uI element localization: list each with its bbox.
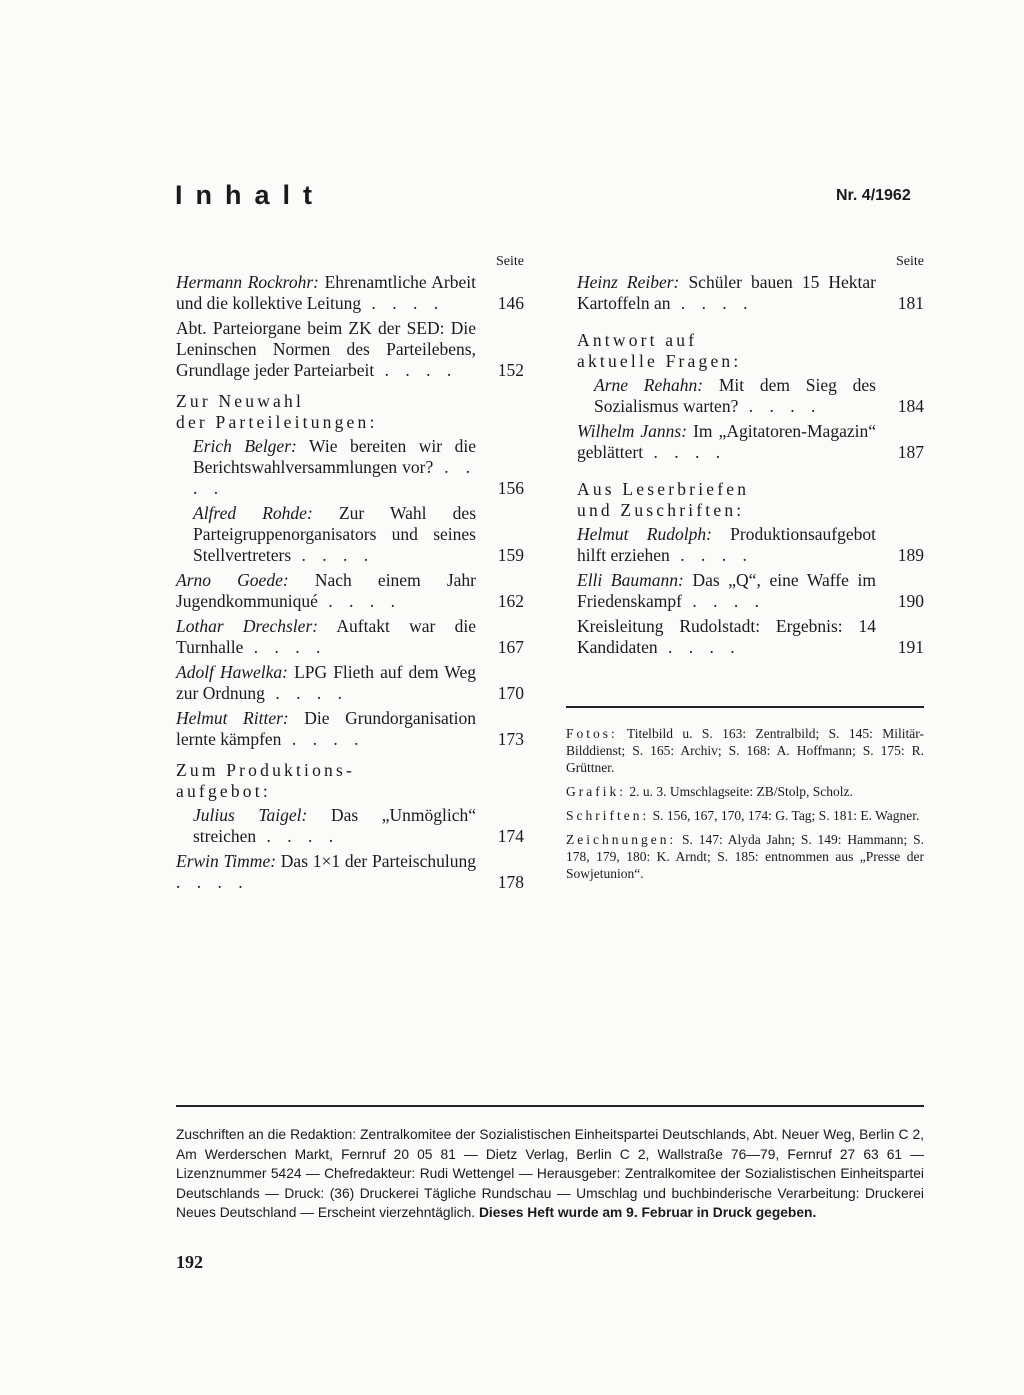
toc-entry-title: Die Grundorganisation lernte kämpfen — [176, 708, 477, 749]
toc-entry-page: 174 — [497, 826, 524, 846]
toc-entry — [193, 805, 524, 847]
toc-entry-title: Kreisleitung Rudolstadt: Ergebnis: 14 Kandidaten — [577, 616, 876, 657]
toc-entry-title: Produktionsaufgebot hilft erziehen — [577, 524, 876, 565]
toc-entry-author: Lothar Drechsler: — [176, 616, 319, 636]
leader-dots: . . . . — [669, 545, 753, 565]
toc-entry — [176, 616, 524, 658]
toc-entry-title: LPG Flieth auf dem Weg zur Ordnung — [176, 662, 476, 703]
section-heading: Zur Neuwahl der Parteileitungen: — [176, 391, 378, 432]
toc-entry-title: Ehrenamtliche Arbeit und die kollektive Leitung — [176, 272, 476, 313]
credit-label: Schriften: — [566, 808, 650, 823]
section-heading: Aus Leserbriefen und Zuschriften: — [577, 479, 750, 520]
toc-entry-author: Elli Baumann: — [577, 570, 684, 590]
toc-entry-page: 170 — [497, 683, 524, 703]
toc-entry — [176, 662, 524, 704]
toc-entry-title: Im „Agitatoren-Magazin“ geblättert — [577, 421, 876, 462]
toc-entry — [577, 570, 924, 612]
leader-dots: . . . . — [281, 729, 365, 749]
toc-entry — [176, 851, 524, 893]
toc-entry-page: 187 — [897, 442, 924, 462]
toc-entry — [176, 708, 524, 750]
toc-entry — [594, 375, 924, 417]
imprint-print-date: Dieses Heft wurde am 9. Februar in Druck gegeben. — [478, 1205, 817, 1220]
toc-group — [176, 805, 524, 847]
leader-dots: . . . . — [374, 360, 458, 380]
toc-group — [577, 524, 924, 658]
toc-entry-title: Das „Q“, eine Waffe im Friedenskampf — [577, 570, 876, 611]
leader-dots: . . . . — [256, 826, 340, 846]
leader-dots: . . . . — [738, 396, 822, 416]
toc-entry — [176, 272, 524, 314]
credit-line — [566, 783, 924, 800]
credit-text: S. 147: Alyda Jahn; S. 149: Hammann; S. 178, 179, 180: K. Arndt; S. 185: entnommen aus „Presse der Sowjetunion“. — [566, 832, 924, 881]
toc-group — [577, 375, 924, 417]
toc-entry-title: Auftakt war die Turnhalle — [176, 616, 476, 657]
toc-group — [577, 272, 924, 314]
toc-entry-page: 181 — [897, 293, 924, 313]
toc-right-column — [577, 254, 924, 662]
toc-entry-author: Erich Belger: — [193, 436, 297, 456]
toc-group — [176, 272, 524, 381]
toc-entry-author: Arno Goede: — [176, 570, 289, 590]
imprint-text: Zuschriften an die Redaktion: Zentralkomitee der Sozialistischen Einheitspartei Deutschlands, Abt. Neuer Weg, Berlin C 2, Am Werderschen Markt, Fernruf 20 05 81 — Dietz Verlag, Berlin C 2, Wallstraße 76—79, Fernruf 27 63 61 — Lizenznummer 5424 — Chefredakteur: Rudi Wettengel — Herausgeber: Zentralkomitee der Sozialistischen Einheitspartei Deutschlands — Druck: (36) Druckerei Tägliche Rundschau — Umschlag und buchbinderische Verarbeitung: Druckerei Neues Deutschland — Erscheint vierzehntäglich. — [176, 1127, 924, 1220]
credit-text: 2. u. 3. Umschlagseite: ZB/Stolp, Scholz. — [629, 784, 853, 799]
toc-entry-title: Abt. Parteiorgane beim ZK der SED: Die Leninschen Normen des Parteilebens, Grundlage jeder Parteiarbeit — [176, 318, 476, 380]
toc-entry-author: Helmut Rudolph: — [577, 524, 712, 544]
credit-label: Fotos: — [566, 726, 618, 741]
page-title: Inhalt — [175, 180, 325, 210]
toc-entry-author: Arne Rehahn: — [594, 375, 704, 395]
toc-entry — [176, 570, 524, 612]
leader-dots: . . . . — [681, 591, 765, 611]
credits-divider — [566, 706, 924, 708]
toc-entry-page: 191 — [897, 637, 924, 657]
toc-entry-author: Alfred Rohde: — [193, 503, 313, 523]
credit-label: Grafik: — [566, 784, 626, 799]
leader-dots: . . . . — [670, 293, 754, 313]
imprint — [176, 1125, 924, 1223]
leader-dots: . . . . — [291, 545, 375, 565]
toc-entry-page: 178 — [497, 872, 524, 892]
toc-entry-title: Schüler bauen 15 Hektar Kartoffeln an — [577, 272, 877, 313]
toc-entry-page: 162 — [497, 591, 524, 611]
toc-group — [176, 851, 524, 893]
leader-dots: . . . . — [176, 872, 249, 892]
toc-entry-author: Julius Taigel: — [193, 805, 308, 825]
seite-label: Seite — [496, 254, 524, 269]
toc-entry — [176, 318, 524, 381]
picture-credits — [566, 725, 924, 889]
toc-entry-title: Wie bereiten wir die Berichtswahlversammlungen vor? — [193, 436, 476, 477]
leader-dots: . . . . — [264, 683, 348, 703]
toc-entry-page: 189 — [897, 545, 924, 565]
toc-entry-author: Erwin Timme: — [176, 851, 277, 871]
toc-entry — [577, 272, 924, 314]
toc-entry-page: 159 — [497, 545, 524, 565]
leader-dots: . . . . — [657, 637, 741, 657]
toc-entry-page: 190 — [897, 591, 924, 611]
credit-line — [566, 807, 924, 824]
toc-entry-author: Adolf Hawelka: — [176, 662, 289, 682]
toc-entry-page: 167 — [497, 637, 524, 657]
toc-entry — [193, 503, 524, 566]
leader-dots: . . . . — [243, 637, 327, 657]
toc-entry-title: Mit dem Sieg des Sozialismus warten? — [594, 375, 876, 416]
toc-entry-title: Das „Unmöglich“ streichen — [193, 805, 477, 846]
toc-entry-author: Hermann Rockrohr: — [176, 272, 319, 292]
toc-entry-page: 146 — [497, 293, 524, 313]
leader-dots: . . . . — [193, 457, 476, 498]
section-heading: Zum Produktions- aufgebot: — [176, 760, 356, 801]
toc-entry-author: Helmut Ritter: — [176, 708, 289, 728]
seite-label: Seite — [896, 254, 924, 269]
imprint-rule — [176, 1105, 924, 1107]
toc-group — [176, 570, 524, 750]
toc-entry-title: Nach einem Jahr Jugendkommuniqué — [176, 570, 477, 611]
toc-entry-author: Heinz Reiber: — [577, 272, 680, 292]
toc-entry-page: 173 — [497, 729, 524, 749]
toc-entry — [577, 524, 924, 566]
toc-entry — [577, 616, 924, 658]
toc-entry — [577, 421, 924, 463]
toc-entry-author: Wilhelm Janns: — [577, 421, 688, 441]
section-heading: Antwort auf aktuelle Fragen: — [577, 330, 742, 371]
credit-text: S. 156, 167, 170, 174: G. Tag; S. 181: E. Wagner. — [652, 808, 920, 823]
toc-entry-title: Zur Wahl des Parteigruppenorganisators und seines Stellvertreters — [193, 503, 477, 565]
page-number: 192 — [176, 1252, 203, 1272]
leader-dots: . . . . — [361, 293, 445, 313]
toc-group — [577, 421, 924, 463]
issue-number: Nr. 4/1962 — [836, 187, 911, 204]
leader-dots: . . . . — [643, 442, 727, 462]
credit-text: Titelbild u. S. 163: Zentralbild; S. 145: Militär-Bilddienst; S. 165: Archiv; S. 168: A. Hoffmann; S. 175: R. Grüttner. — [566, 726, 925, 775]
toc-left-column — [176, 254, 524, 897]
toc-entry — [193, 436, 524, 499]
credit-label: Zeichnungen: — [566, 832, 677, 847]
toc-entry-title: Das 1×1 der Parteischulung — [280, 851, 476, 871]
credit-line — [566, 725, 924, 776]
toc-entry-page: 152 — [497, 360, 524, 380]
toc-entry-page: 184 — [897, 396, 924, 416]
toc-group — [176, 436, 524, 566]
toc-entry-page: 156 — [497, 478, 524, 498]
credit-line — [566, 831, 924, 882]
leader-dots: . . . . — [317, 591, 401, 611]
